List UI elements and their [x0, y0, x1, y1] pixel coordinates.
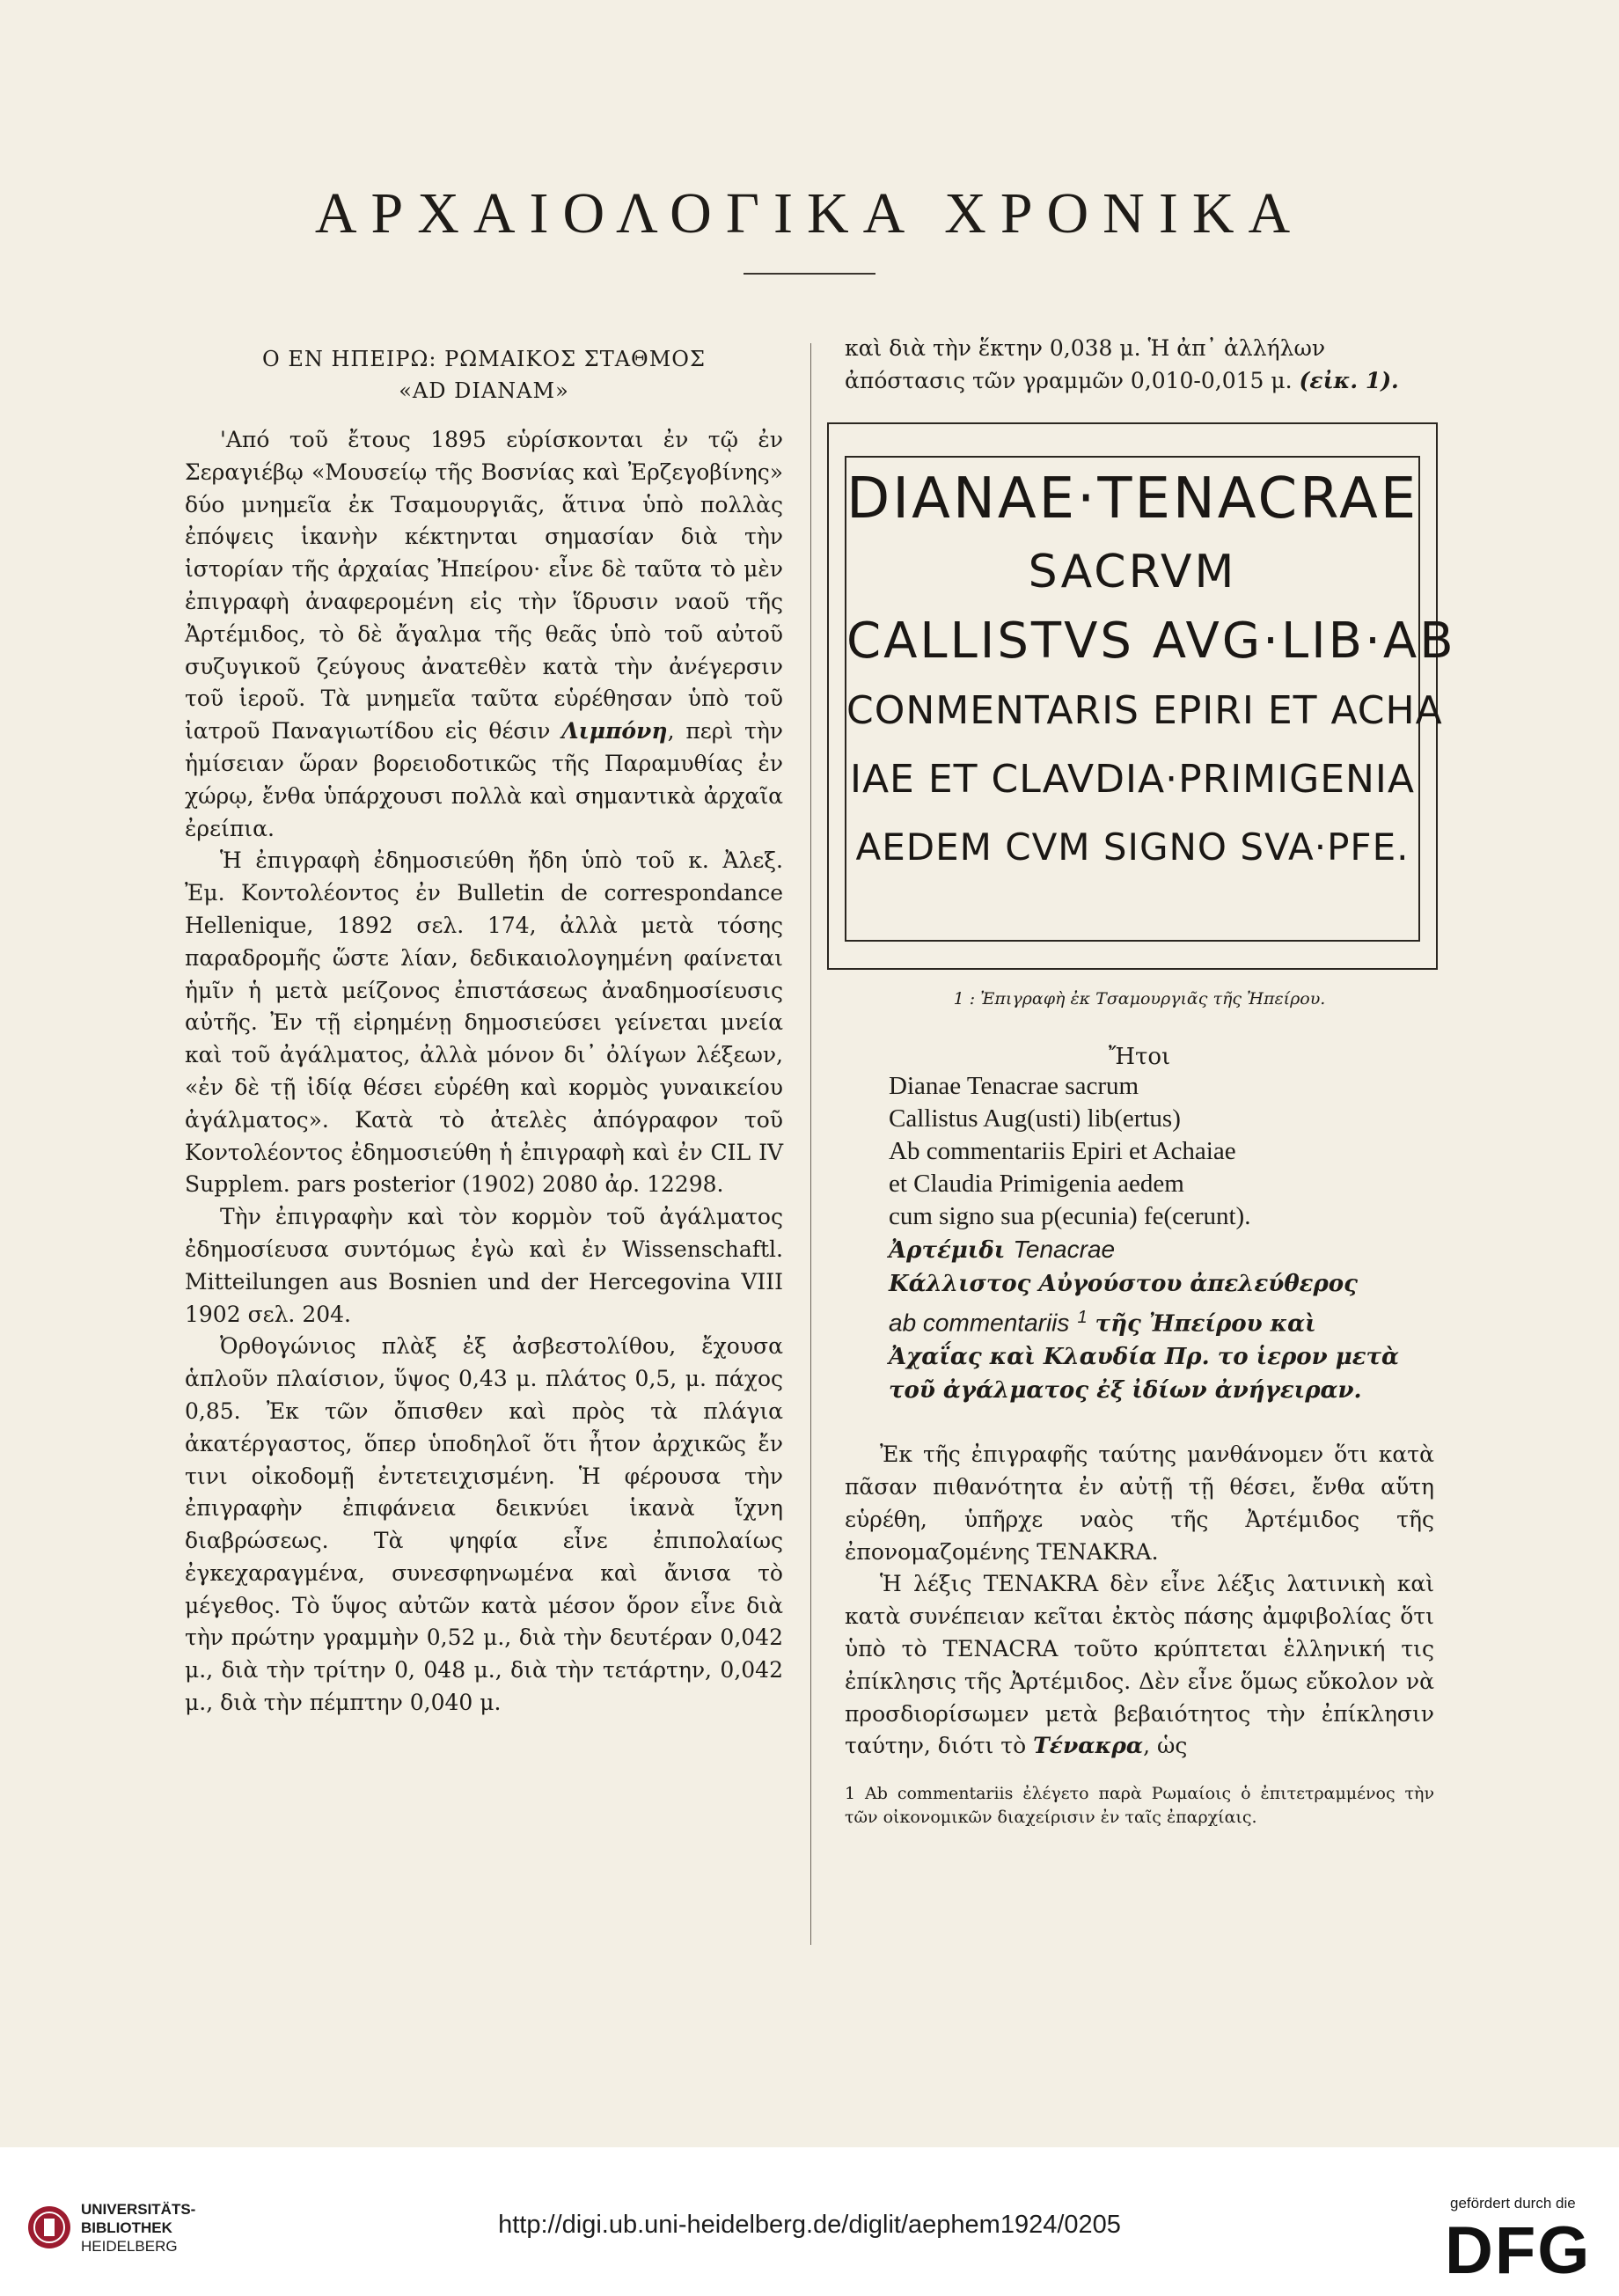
greek-translation [889, 1233, 1434, 1408]
greek-line-4: Ἀχαΐας καὶ Κλαυδία Πρ. το ἱερον μετὰ [889, 1344, 1400, 1371]
greek-line-1-b: Tenacrae [1013, 1235, 1116, 1263]
footnote-number: 1 [845, 1784, 856, 1804]
greek-line-3 [889, 1301, 1434, 1341]
footnote-marker: 1 [1077, 1307, 1088, 1327]
paragraph-4: Ὀρθογώνιος πλὰξ ἐξ ἀσβεστολίθου, ἔχουσα ἁπλοῦν πλαίσιον, ὕψος 0,43 μ. πλάτος 0,5, μ. πάχος 0,85. Ἐκ τῶν ὄπισθεν καὶ πρὸς τὰ πλάγια ἀκατέργαστος, ὅπερ ὑποδηλοῖ ὅτι ἦτον ἀρχικῶς ἔν τινι οἰκοδομῇ ἐντετειχισμένη. Ἡ φέρουσα τὴν ἐπιγραφὴν ἐπιφάνεια δεικνύει ἱκανὰ ἴχνη διαβρώσεως. Τὰ ψηφία εἶνε ἐπιπολαίως ἐγκεχαραγμένα, συνεσφηνωμένα καὶ ἄνισα τὸ μέγεθος. Τὸ ὕψος αὐτῶν κατὰ μέσον ὅρον εἶνε διὰ τὴν πρώτην γραμμὴν 0,52 μ., διὰ τὴν δευτέραν 0,042 μ., διὰ τὴν τρίτην 0, 048 μ., διὰ τὴν τετάρτην, 0,042 μ., διὰ τὴν πέμπτην 0,040 μ. [185, 1333, 783, 1716]
paragraph-6-text-b: , ὡς [1143, 1733, 1188, 1759]
dfg-logo: DFG [1445, 2213, 1592, 2288]
inscription-line-4: CONMENTARIS EPIRI ET ACHA [846, 687, 1443, 733]
paragraph-3: Τὴν ἐπιγραφὴν καὶ τὸν κορμὸν τοῦ ἀγάλματος ἐδημοσίευσα συντόμως ἐγὼ καὶ ἐν Wissenschaftl. Mitteilungen aus Bosnien und der Hercegovina VIII 1902 σελ. 204. [185, 1204, 783, 1327]
latin-line-5: cum signo sua p(ecunia) fe(cerunt). [889, 1201, 1251, 1230]
transcription-intro: Ἤτοι [1108, 1043, 1171, 1070]
greek-line-1 [889, 1233, 1434, 1267]
inscription-frame [845, 456, 1456, 942]
paragraph-1 [185, 424, 783, 845]
paragraph-6 [845, 1568, 1434, 1763]
latin-line-1: Dianae Tenacrae sacrum [889, 1071, 1139, 1100]
greek-line-2: Κάλλιστος Αὐγούστου ἀπελεύθερος [889, 1270, 1358, 1297]
column-divider [810, 343, 811, 1945]
uni-text-line2: BIBLIOTHEK [81, 2219, 172, 2236]
latin-line-3: Ab commentariis Epiri et Achaiae [889, 1136, 1236, 1165]
paragraph-2: Ἡ ἐπιγραφὴ ἐδημοσιεύθη ἤδη ὑπὸ τοῦ κ. Ἀλεξ. Ἐμ. Κοντολέοντος ἐν Bulletin de correspondance Hellenique, 1892 σελ. 174, ἀλλὰ μετὰ τόσης παραδρομῆς ὥστε λίαν, δεδικαιολογημένη φαίνεται ἡμῖν ἡ μετὰ μείζονος ἐπιστάσεως ἀναδημοσίευσις αὐτῆς. Ἐν τῇ εἰρημένῃ δημοσιεύσει γείνεται μνεία καὶ τοῦ ἀγάλματος, ἀλλὰ μόνον δι᾽ ὀλίγων λέξεων, «ἐν δὲ τῇ ἰδίᾳ θέσει εὑρέθη καὶ κορμὸς γυναικείου ἀγάλματος». Κατὰ τὸ ἀτελὲς ἀπόγραφον τοῦ Κοντολέοντος ἐδημοσιεύθη ἡ ἐπιγραφὴ καὶ ἐν CIL IV Supplem. pars posterior (1902) 2080 ἀρ. 12298. [185, 847, 783, 1198]
uni-text-line1: UNIVERSITÄTS- [81, 2201, 196, 2218]
latin-line-2: Callistus Aug(usti) lib(ertus) [889, 1104, 1181, 1133]
inscription-drawing [827, 422, 1456, 970]
right-column [845, 333, 1456, 1830]
article-heading-line2: «AD DIANAM» [399, 378, 569, 403]
figure-caption: 1 : Ἐπιγραφὴ ἐκ Τσαμουργιᾶς τῆς Ἠπείρου. [953, 988, 1326, 1009]
word-tenakra: Τένακρα [1033, 1733, 1144, 1759]
article-heading [185, 343, 783, 407]
title-divider [744, 273, 875, 275]
page-title: ΑΡΧΑΙΟΛΟΓΙΚΑ ΧΡΟΝΙΚΑ [314, 181, 1305, 246]
paragraph-1-text-a: 'Από τοῦ ἔτους 1895 εὑρίσκονται ἐν τῷ ἐν Σεραγιέβῳ «Μουσείῳ τῆς Βοσνίας καὶ Ἐρζεγοβίνης» δύο μνημεῖα ἐκ Τσαμουργιᾶς, ἅτινα ὑπὸ πολλὰς ἐπόψεις ἱκανὴν κέκτηνται σημασίαν διὰ τὴν ἱστορίαν τῆς ἀρχαίας Ἠπείρου· εἶνε δὲ ταῦτα τὸ μὲν ἐπιγραφὴ ἀναφερομένη εἰς τὴν ἵδρυσιν ναοῦ τῆς Ἀρτέμιδος, τὸ δὲ ἄγαλμα τῆς θεᾶς ὑπὸ τοῦ αὐτοῦ συζυγικοῦ ζεύγους ἀνατεθὲν κατὰ τὴν ἀνέγερσιν τοῦ ἱεροῦ. Τὰ μνημεῖα ταῦτα εὑρέθησαν ὑπὸ τοῦ ἰατροῦ Παναγιωτίδου εἰς θέσιν [185, 427, 783, 745]
footnote [845, 1782, 1434, 1830]
left-column [185, 343, 783, 1720]
footnote-text: Ab commentariis ἐλέγετο παρὰ Ρωμαίοις ὁ ἐπιτετραμμένος τὴν τῶν οἰκονομικῶν διαχείρισιν ἐν ταῖς ἐπαρχίαις. [845, 1784, 1434, 1828]
place-name-limponi: Λιμπόνη [561, 718, 668, 745]
paragraph-1-text-b: , περὶ τὴν ἡμίσειαν ὥραν βορειοδοτικῶς τῆς Παραμυθίας ἐν χώρῳ, ἔνθα ὑπάρχουσι πολλὰ καὶ σημαντικὰ ἀρχαῖα ἐρείπια. [185, 718, 783, 841]
greek-line-1-a: Ἀρτέμιδι [889, 1236, 1006, 1264]
inscription-line-1: DIANAE·TENACRAE [846, 466, 1419, 532]
latin-line-4: et Claudia Primigenia aedem [889, 1169, 1184, 1198]
continued-line-2 [845, 365, 1434, 398]
inscription-line-5: IAE ET CLAVDIA·PRIMIGENIA [849, 756, 1415, 802]
latin-transcription [889, 1070, 1434, 1233]
paragraph-6-text-a: Ἡ λέξις TENAKRA δὲν εἶνε λέξις λατινικὴ καὶ κατὰ συνέπειαν κεῖται ἐκτὸς πάσης ἀμφιβολίας ὅτι ὑπὸ τὸ TENACRA τοῦτο κρύπτεται ἑλληνική τις ἐπίκλησις τῆς Ἀρτέμιδος. Δὲν εἶνε ὅμως εὔκολον νὰ προσδιορίσωμεν μετὰ βεβαιότητος τὴν ἐπίκλησιν ταύτην, διότι τὸ [845, 1571, 1434, 1759]
greek-line-3-a: ab commentariis [889, 1309, 1070, 1337]
inscription-line-2: SACRVM [1028, 545, 1237, 598]
source-url-link[interactable]: http://digi.ub.uni-heidelberg.de/diglit/aephem1924/0205 [498, 2211, 1121, 2239]
continued-line-2-text: ἀπόστασις τῶν γραμμῶν 0,010-0,015 μ. [845, 367, 1293, 393]
inscription-line-6: AEDEM CVM SIGNO SVA·PFE. [855, 825, 1410, 869]
uni-text-line3: HEIDELBERG [81, 2238, 178, 2255]
inscription-line-3: CALLISTVS AVG·LIB·AB [846, 612, 1456, 670]
figure-reference: (εἰκ. 1). [1299, 367, 1399, 393]
funded-by-text: gefördert durch die [1450, 2195, 1576, 2212]
paragraph-5: Ἐκ τῆς ἐπιγραφῆς ταύτης μανθάνομεν ὅτι κατὰ πᾶσαν πιθανότητα ἐν αὐτῇ τῇ θέσει, ἔνθα αὕτη εὑρέθη, ὑπῆρχε ναὸς τῆς Ἀρτέμιδος τῆς ἐπονομαζομένης TENAKRA. [845, 1441, 1434, 1565]
paragraph-continued [845, 333, 1434, 398]
greek-line-3-b: τῆς Ἠπείρου καὶ [1095, 1310, 1316, 1338]
article-heading-line1: Ο ΕΝ ΗΠΕΙΡΩ: ΡΩΜΑΙΚΟΣ ΣΤΑΘΜΟΣ [262, 347, 706, 371]
greek-line-5: τοῦ ἀγάλματος ἐξ ἰδίων ἀνήγειραν. [889, 1377, 1362, 1405]
continued-line-1: καὶ διὰ τὴν ἕκτην 0,038 μ. Ἡ ἀπ᾽ ἀλλήλων [845, 335, 1326, 361]
